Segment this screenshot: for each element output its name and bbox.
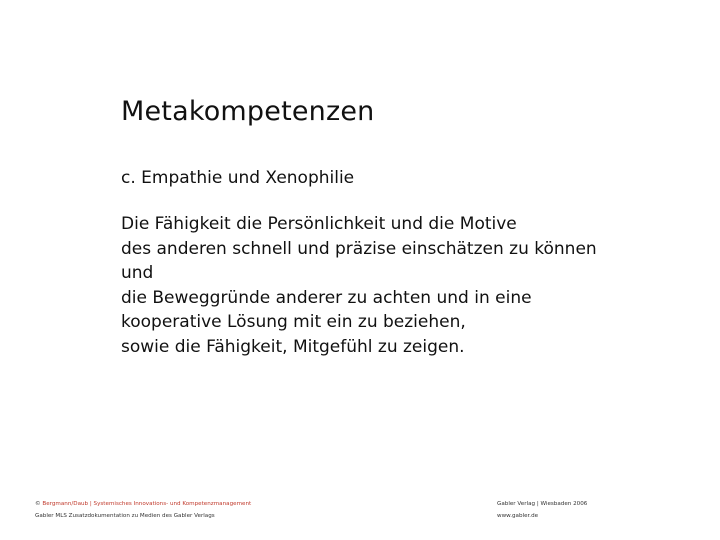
body-line: die Beweggründe anderer zu achten und in eine xyxy=(121,287,532,308)
slide-title: Metakompetenzen xyxy=(121,96,375,127)
body-line: sowie die Fähigkeit, Mitgefühl zu zeigen. xyxy=(121,336,465,357)
footer-copyright-line xyxy=(35,500,251,509)
footer-publication-line: Gabler MLS Zusatzdokumentation zu Medien des Gabler Verlags xyxy=(35,513,215,519)
slide-body xyxy=(121,212,701,360)
body-line: des anderen schnell und präzise einschätzen zu können xyxy=(121,238,597,259)
body-line: Die Fähigkeit die Persönlichkeit und die Motive xyxy=(121,214,517,234)
footer-publisher-line: Gabler Verlag | Wiesbaden 2006 xyxy=(497,501,588,507)
body-line: kooperative Lösung mit ein zu beziehen, xyxy=(121,312,466,333)
footer-right xyxy=(497,500,587,521)
footer-authors-title: Bergmann/Daub | Systemisches Innovations- und Kompetenzmanagement xyxy=(42,501,252,507)
copyright-symbol: © xyxy=(35,501,41,507)
footer-left xyxy=(35,500,251,521)
footer-website-line: www.gabler.de xyxy=(497,513,539,519)
slide-subtitle: c. Empathie und Xenophilie xyxy=(121,168,355,188)
body-line: und xyxy=(121,263,154,284)
